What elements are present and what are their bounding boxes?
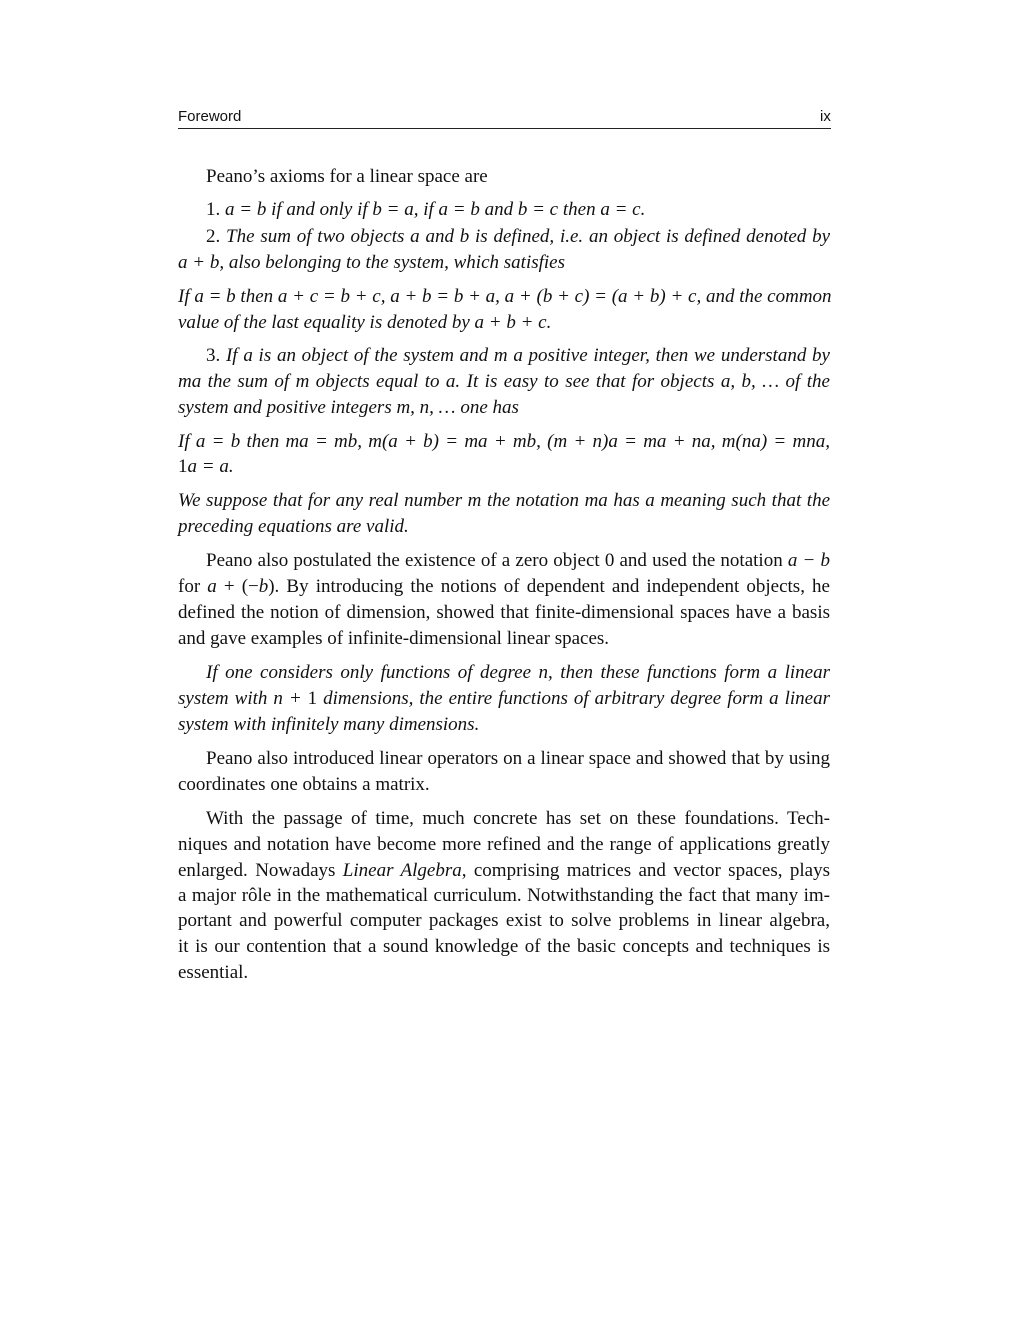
text-line bbox=[206, 199, 830, 221]
text-line bbox=[206, 662, 830, 684]
text-segment: 3. bbox=[206, 345, 226, 366]
text-segment: Peano’s axioms for a linear space are bbox=[206, 166, 488, 187]
text-segment: , comprising matrices and vector spaces, plays bbox=[461, 860, 831, 881]
text-line bbox=[178, 516, 830, 538]
text-segment: defined the notion of dimension, showed that finite-dimensional spaces have a basis bbox=[178, 602, 830, 623]
text-segment: value of the last equality is denoted by a + b + c. bbox=[178, 312, 552, 333]
text-segment: If a = b then ma = mb, m(a + b) = ma + mb, (m + n)a = ma + na, m(na) = mna, bbox=[178, 431, 830, 452]
text-segment: + (− bbox=[216, 576, 259, 597]
text-line bbox=[206, 166, 830, 188]
text-line bbox=[178, 286, 830, 308]
text-line bbox=[178, 312, 830, 334]
text-segment: 1 bbox=[178, 456, 188, 477]
text-line bbox=[178, 688, 830, 710]
text-segment: With the passage of time, much concrete has set on these foundations. Tech- bbox=[206, 808, 830, 829]
text-segment: portant and powerful computer packages exist to solve problems in linear algebra, bbox=[178, 910, 830, 931]
text-segment: a bbox=[207, 576, 217, 597]
text-segment: a − b bbox=[787, 550, 830, 571]
text-segment: b bbox=[258, 576, 269, 597]
text-segment: a + b, also belonging to the system, which satisfies bbox=[178, 252, 565, 273]
text-segment: 1 bbox=[307, 688, 318, 709]
text-line bbox=[178, 910, 830, 932]
text-line bbox=[178, 628, 830, 650]
text-line bbox=[178, 860, 830, 882]
text-line bbox=[178, 576, 830, 598]
text-segment: a major rôle in the mathematical curriculum. Notwithstanding the fact that many im- bbox=[178, 885, 830, 906]
text-line bbox=[178, 397, 830, 419]
text-segment: coordinates one obtains a matrix. bbox=[178, 774, 430, 795]
text-line bbox=[178, 936, 830, 958]
text-line bbox=[178, 456, 830, 478]
text-line bbox=[206, 808, 830, 830]
text-segment: Linear Algebra bbox=[342, 860, 462, 881]
text-segment: If one considers only functions of degree n, then these functions form a linear bbox=[206, 662, 830, 683]
header-rule bbox=[178, 128, 831, 129]
text-line bbox=[178, 431, 830, 453]
text-segment: The sum of two objects a and b is defined, i.e. an object is defined denoted by bbox=[226, 226, 830, 247]
text-segment: a = b if and only if b = a, if a = b and b = c then a = c. bbox=[225, 199, 646, 220]
text-segment: We suppose that for any real number m the notation ma has a meaning such that the bbox=[178, 490, 830, 511]
text-line bbox=[206, 345, 830, 367]
text-segment: system with n + bbox=[178, 688, 308, 709]
text-segment: If a is an object of the system and m a positive integer, then we understand by bbox=[225, 345, 830, 366]
text-segment: and gave examples of infinite-dimensional linear spaces. bbox=[178, 628, 610, 649]
text-line bbox=[178, 252, 830, 274]
text-line bbox=[206, 550, 830, 572]
text-line bbox=[178, 885, 830, 907]
text-segment: 1. bbox=[206, 199, 225, 220]
text-segment: 2. bbox=[206, 226, 227, 247]
text-line bbox=[178, 371, 830, 393]
text-segment: for bbox=[178, 576, 208, 597]
text-segment: system and positive integers m, n, … one has bbox=[178, 397, 519, 418]
text-segment: essential. bbox=[178, 962, 249, 983]
text-segment: ma the sum of m objects equal to a. It is easy to see that for objects a, b, … of the bbox=[178, 371, 830, 392]
text-segment: Peano also postulated the existence of a zero object 0 and used the notation bbox=[206, 550, 788, 571]
text-segment: enlarged. Nowadays bbox=[178, 860, 343, 881]
text-segment: ). By introducing the notions of dependent and independent objects, he bbox=[268, 576, 830, 597]
text-segment: Peano also introduced linear operators on a linear space and showed that by using bbox=[206, 748, 830, 769]
text-line bbox=[178, 834, 830, 856]
text-segment: system with infinitely many dimensions. bbox=[178, 714, 480, 735]
text-line bbox=[206, 748, 830, 770]
page-number: ix bbox=[820, 108, 831, 125]
text-segment: If a = b then a + c = b + c, a + b = b + a, a + (b + c) = (a + b) + c, and the common bbox=[178, 286, 832, 307]
text-segment: dimensions, the entire functions of arbitrary degree form a linear bbox=[317, 688, 830, 709]
running-header-title: Foreword bbox=[178, 108, 242, 125]
text-line bbox=[178, 774, 830, 796]
text-segment: preceding equations are valid. bbox=[178, 516, 409, 537]
text-segment: niques and notation have become more refined and the range of applications greatly bbox=[178, 834, 830, 855]
text-segment: it is our contention that a sound knowledge of the basic concepts and techniques is bbox=[178, 936, 830, 957]
text-line bbox=[178, 490, 830, 512]
text-line bbox=[178, 714, 830, 736]
text-segment: a = a. bbox=[187, 456, 234, 477]
text-line bbox=[178, 602, 830, 624]
text-line bbox=[206, 226, 830, 248]
text-line bbox=[178, 962, 830, 984]
